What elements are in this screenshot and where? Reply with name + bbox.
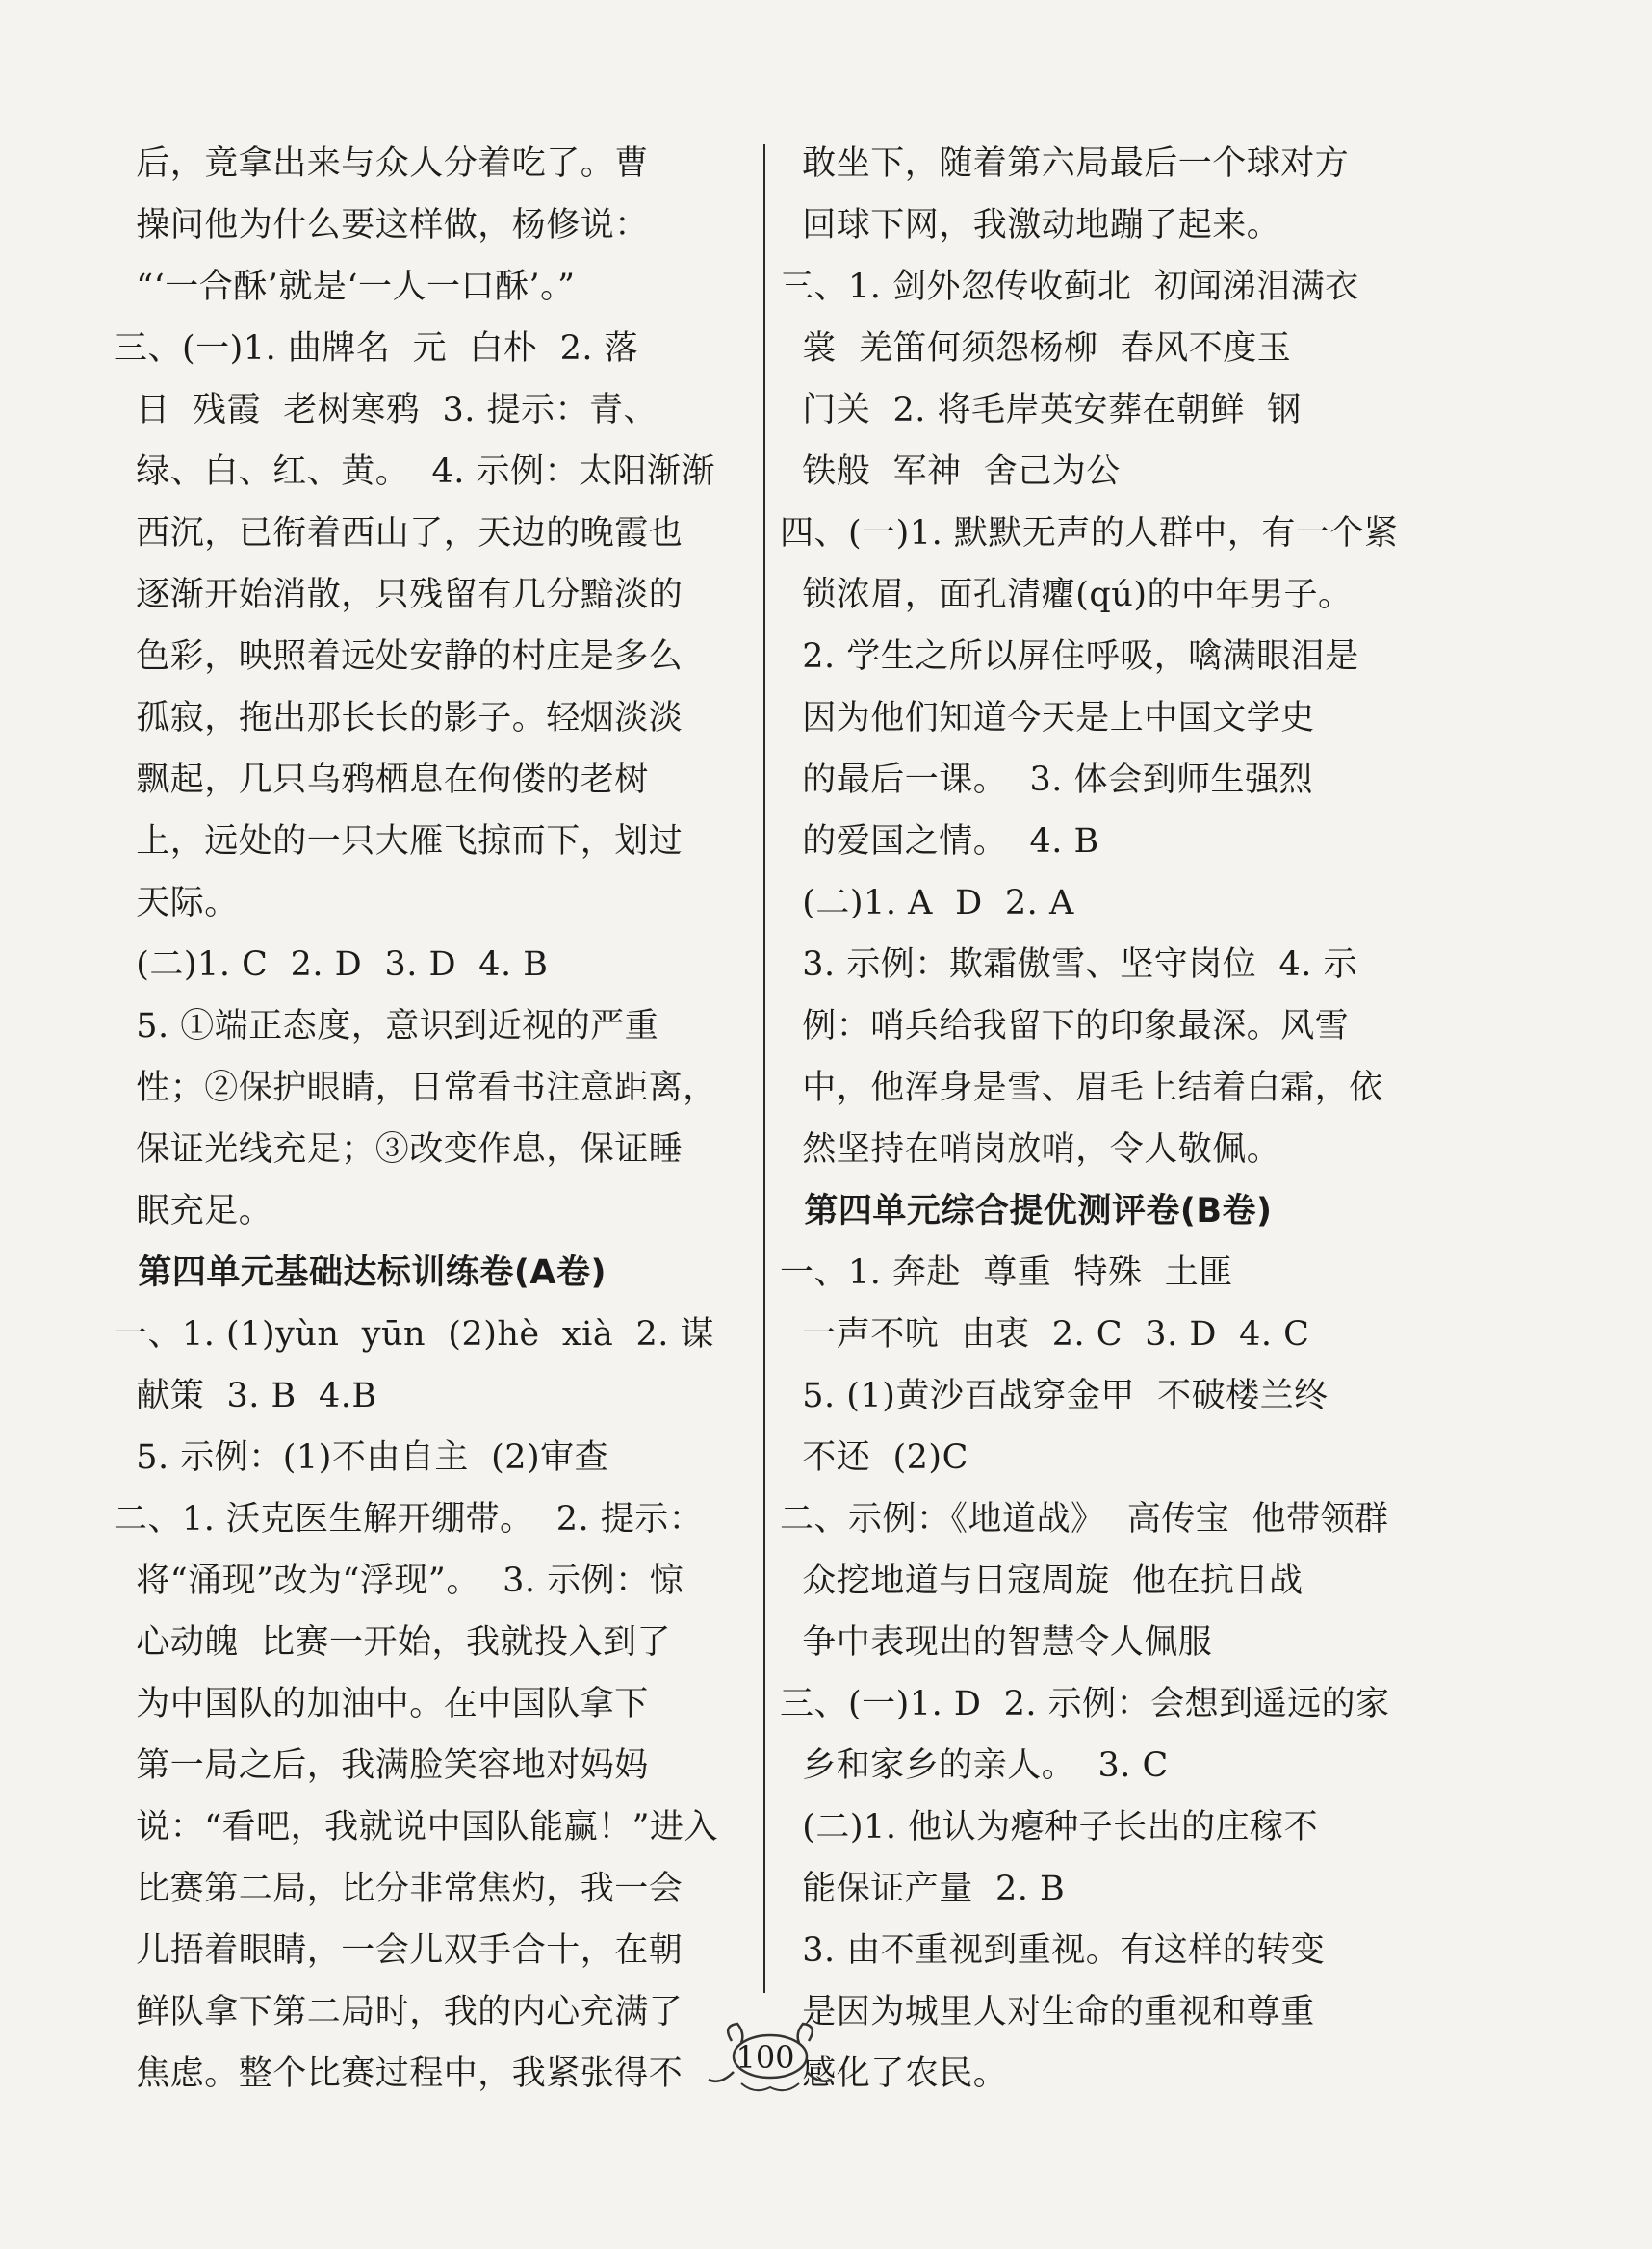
text-line: 上，远处的一只大雁飞掠而下，划过	[114, 822, 684, 861]
text-line: 飘起，几只乌鸦栖息在佝偻的老树	[114, 761, 649, 799]
text-line: 保证光线充足；③改变作息，保证睡	[114, 1130, 684, 1169]
text-line: 裳 羌笛何须怨杨柳 春风不度玉	[780, 329, 1292, 368]
text-line: 天际。	[114, 884, 239, 922]
text-line: 一、1. (1)yùn yūn (2)hè xià 2. 谋	[114, 1315, 714, 1354]
text-line: 3. 由不重视到重视。有这样的转变	[780, 1931, 1326, 1970]
text-line: 感化了农民。	[780, 2055, 1008, 2093]
text-line: 第一局之后，我满脸笑容地对妈妈	[114, 1746, 649, 1785]
text-line: 说：“看吧，我就说中国队能赢！”进入	[114, 1808, 719, 1847]
text-line: 心动魄 比赛一开始，我就投入到了	[114, 1623, 672, 1662]
text-line: 敢坐下，随着第六局最后一个球对方	[780, 144, 1350, 183]
text-line: (二)1. C 2. D 3. D 4. B	[114, 945, 549, 984]
text-line: 眠充足。	[114, 1192, 273, 1230]
text-line: 后，竟拿出来与众人分着吃了。曹	[114, 144, 649, 183]
text-line: 铁般 军神 舍己为公	[780, 452, 1121, 491]
text-line: 二、1. 沃克医生解开绷带。 2. 提示：	[114, 1500, 704, 1538]
text-line: 儿捂着眼睛，一会儿双手合十，在朝	[114, 1931, 684, 1970]
text-line: 操问他为什么要这样做，杨修说：	[114, 206, 649, 245]
text-line: 众挖地道与日寇周旋 他在抗日战	[780, 1562, 1304, 1600]
text-line: 孤寂，拖出那长长的影子。轻烟淡淡	[114, 699, 684, 737]
text-line: (二)1. 他认为瘪种子长出的庄稼不	[780, 1808, 1319, 1847]
text-line: 焦虑。整个比赛过程中，我紧张得不	[114, 2055, 684, 2093]
text-line: 三、(一)1. D 2. 示例：会想到遥远的家	[780, 1685, 1390, 1723]
text-line: 门关 2. 将毛岸英安葬在朝鲜 钢	[780, 391, 1302, 429]
text-line: 色彩，映照着远处安静的村庄是多么	[114, 637, 684, 676]
text-line: 中，他浑身是雪、眉毛上结着白霜，依	[780, 1069, 1383, 1107]
text-line: 性；②保护眼睛，日常看书注意距离，	[114, 1069, 717, 1107]
page-number: 100	[736, 2039, 795, 2076]
text-line: 三、1. 剑外忽传收蓟北 初闻涕泪满衣	[780, 268, 1359, 306]
text-line: 一、1. 奔赴 尊重 特殊 土匪	[780, 1254, 1233, 1292]
text-line: 5. (1)黄沙百战穿金甲 不破楼兰终	[780, 1377, 1329, 1415]
text-line: 四、(一)1. 默默无声的人群中，有一个紧	[780, 514, 1399, 553]
text-line: 西沉，已衔着西山了，天边的晚霞也	[114, 514, 684, 553]
text-line: (二)1. A D 2. A	[780, 884, 1074, 922]
right-column	[780, 133, 1415, 2105]
section-heading: 第四单元综合提优测评卷(B卷)	[780, 1192, 1273, 1230]
text-line: 将“涌现”改为“浮现”。 3. 示例：惊	[114, 1562, 684, 1600]
text-line: 例：哨兵给我留下的印象最深。风雪	[780, 1007, 1350, 1046]
text-line: 为中国队的加油中。在中国队拿下	[114, 1685, 649, 1723]
text-line: 逐渐开始消散，只残留有几分黯淡的	[114, 576, 684, 614]
text-line: 争中表现出的智慧令人佩服	[780, 1623, 1213, 1662]
text-line: 是因为城里人对生命的重视和尊重	[780, 1993, 1315, 2031]
text-line: 不还 (2)C	[780, 1438, 968, 1477]
text-line: 然坚持在哨岗放哨，令人敬佩。	[780, 1130, 1281, 1169]
left-column	[114, 133, 745, 2105]
text-line: 锁浓眉，面孔清癯(qú)的中年男子。	[780, 576, 1353, 614]
text-line: 日 残霞 老树寒鸦 3. 提示：青、	[114, 391, 658, 429]
text-line: 献策 3. B 4.B	[114, 1377, 377, 1415]
text-line: 5. ①端正态度，意识到近视的严重	[114, 1007, 659, 1046]
text-line: 能保证产量 2. B	[780, 1870, 1066, 1908]
text-line: 二、示例：《地道战》 高传宝 他带领群	[780, 1500, 1389, 1538]
text-line: 乡和家乡的亲人。 3. C	[780, 1746, 1169, 1785]
text-line: 一声不吭 由衷 2. C 3. D 4. C	[780, 1315, 1310, 1354]
text-line: 比赛第二局，比分非常焦灼，我一会	[114, 1870, 684, 1908]
text-line: 鲜队拿下第二局时，我的内心充满了	[114, 1993, 684, 2031]
text-line: 的最后一课。 3. 体会到师生强烈	[780, 761, 1314, 799]
section-heading: 第四单元基础达标训练卷(A卷)	[114, 1254, 607, 1292]
text-line: “‘一合酥’就是‘一人一口酥’。”	[114, 268, 576, 306]
text-line: 回球下网，我激动地蹦了起来。	[780, 206, 1281, 245]
text-line: 绿、白、红、黄。 4. 示例：太阳渐渐	[114, 452, 716, 491]
column-divider	[763, 144, 765, 1993]
text-line: 3. 示例：欺霜傲雪、坚守岗位 4. 示	[780, 945, 1358, 984]
text-line: 的爱国之情。 4. B	[780, 822, 1099, 861]
text-line: 三、(一)1. 曲牌名 元 白朴 2. 落	[114, 329, 639, 368]
text-line: 2. 学生之所以屏住呼吸，噙满眼泪是	[780, 637, 1359, 676]
text-line: 因为他们知道今天是上中国文学史	[780, 699, 1315, 737]
text-line: 5. 示例：(1)不由自主 (2)审查	[114, 1438, 609, 1477]
